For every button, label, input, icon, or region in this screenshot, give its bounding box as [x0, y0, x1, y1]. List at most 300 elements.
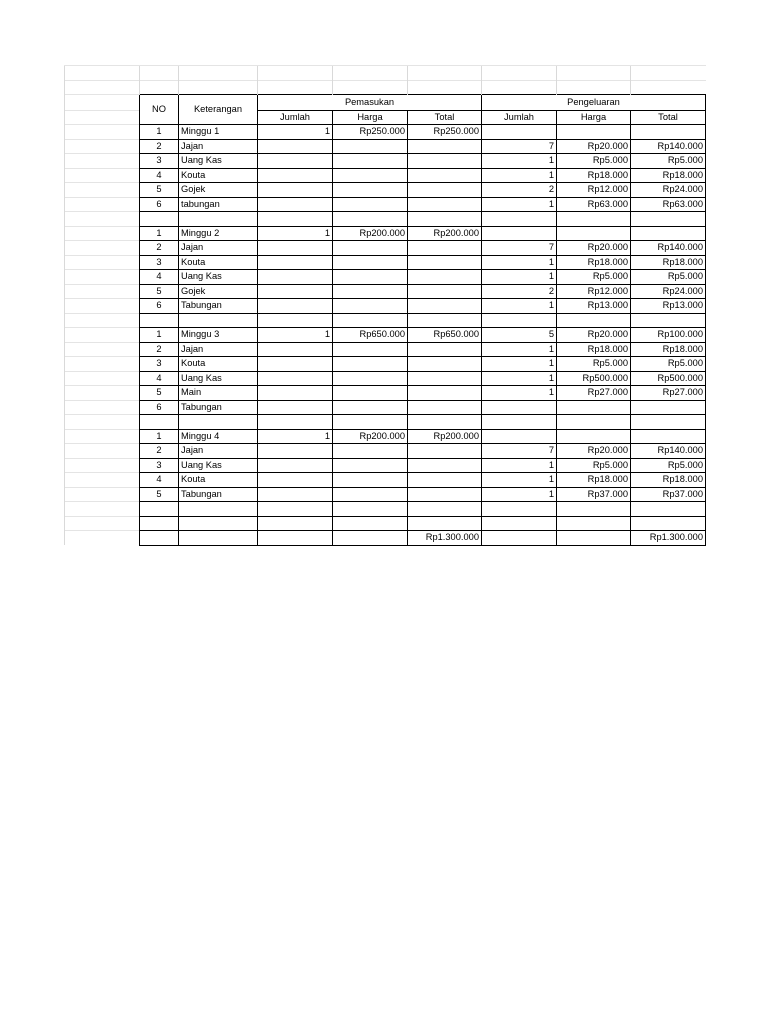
table-cell[interactable]	[408, 139, 482, 154]
table-cell[interactable]	[408, 386, 482, 401]
table-cell[interactable]	[333, 386, 408, 401]
table-row	[65, 313, 706, 328]
table-cell[interactable]: Rp140.000	[631, 139, 706, 154]
table-cell[interactable]	[333, 168, 408, 183]
table-cell[interactable]: Rp12.000	[557, 183, 631, 198]
table-cell[interactable]: Rp18.000	[557, 473, 631, 488]
table-cell[interactable]: 1	[482, 487, 557, 502]
table-cell[interactable]	[408, 415, 482, 430]
table-cell[interactable]: Rp13.000	[631, 299, 706, 314]
table-cell[interactable]	[258, 197, 333, 212]
table-cell[interactable]	[258, 487, 333, 502]
table-cell[interactable]: Rp5.000	[631, 154, 706, 169]
cell[interactable]	[258, 66, 333, 81]
table-cell[interactable]	[333, 212, 408, 227]
table-cell[interactable]	[258, 299, 333, 314]
table-cell[interactable]: Rp20.000	[557, 139, 631, 154]
table-cell[interactable]	[557, 212, 631, 227]
table-cell[interactable]: Rp20.000	[557, 444, 631, 459]
table-cell[interactable]	[333, 183, 408, 198]
table-cell[interactable]	[179, 212, 258, 227]
cell[interactable]	[65, 531, 140, 546]
cell[interactable]	[333, 80, 408, 95]
cell[interactable]	[631, 66, 706, 81]
table-cell[interactable]: 7	[482, 139, 557, 154]
header-no[interactable]: NO	[140, 95, 179, 125]
table-cell[interactable]	[557, 516, 631, 531]
table-cell[interactable]: Rp24.000	[631, 183, 706, 198]
cell[interactable]	[179, 80, 258, 95]
table-cell[interactable]	[631, 429, 706, 444]
header-pengeluaran[interactable]: Pengeluaran	[482, 95, 706, 111]
table-cell[interactable]: Rp27.000	[557, 386, 631, 401]
table-cell[interactable]: Rp18.000	[631, 473, 706, 488]
table-cell[interactable]: Rp500.000	[557, 371, 631, 386]
table-cell[interactable]: Gojek	[179, 284, 258, 299]
table-cell[interactable]: 7	[482, 241, 557, 256]
table-cell[interactable]	[258, 371, 333, 386]
cell[interactable]	[65, 313, 140, 328]
table-cell[interactable]	[333, 357, 408, 372]
table-cell[interactable]	[482, 212, 557, 227]
cell[interactable]	[65, 400, 140, 415]
table-cell[interactable]	[258, 516, 333, 531]
table-cell[interactable]: 1	[258, 125, 333, 140]
table-cell[interactable]	[408, 241, 482, 256]
table-cell[interactable]: Rp200.000	[333, 226, 408, 241]
table-cell[interactable]: 6	[140, 197, 179, 212]
cell[interactable]	[65, 284, 140, 299]
table-cell[interactable]	[258, 458, 333, 473]
cell[interactable]	[65, 270, 140, 285]
table-cell[interactable]: 1	[482, 357, 557, 372]
table-cell[interactable]	[333, 154, 408, 169]
table-cell[interactable]	[140, 415, 179, 430]
table-cell[interactable]: Gojek	[179, 183, 258, 198]
cell[interactable]	[557, 66, 631, 81]
cell[interactable]	[65, 415, 140, 430]
table-cell[interactable]	[333, 371, 408, 386]
table-cell[interactable]	[408, 516, 482, 531]
table-cell[interactable]: Rp12.000	[557, 284, 631, 299]
table-cell[interactable]: tabungan	[179, 197, 258, 212]
table-cell[interactable]	[557, 125, 631, 140]
table-cell[interactable]	[333, 473, 408, 488]
table-cell[interactable]	[258, 255, 333, 270]
table-cell[interactable]	[258, 386, 333, 401]
table-cell[interactable]: 1	[482, 197, 557, 212]
cell[interactable]	[65, 444, 140, 459]
table-cell[interactable]: Rp18.000	[631, 342, 706, 357]
table-cell[interactable]	[408, 197, 482, 212]
table-cell[interactable]	[557, 313, 631, 328]
table-cell[interactable]: 5	[140, 386, 179, 401]
table-cell[interactable]	[333, 502, 408, 517]
table-cell[interactable]	[482, 516, 557, 531]
table-cell[interactable]	[258, 139, 333, 154]
table-cell[interactable]: 5	[140, 183, 179, 198]
table-cell[interactable]: Rp24.000	[631, 284, 706, 299]
table-cell[interactable]	[258, 444, 333, 459]
cell[interactable]	[65, 371, 140, 386]
cell[interactable]	[258, 80, 333, 95]
header-pemasukan-total[interactable]: Total	[408, 110, 482, 125]
table-row	[65, 487, 706, 502]
table-cell[interactable]: Rp200.000	[333, 429, 408, 444]
table-cell[interactable]	[408, 154, 482, 169]
table-cell[interactable]	[482, 400, 557, 415]
table-cell[interactable]	[258, 154, 333, 169]
table-cell[interactable]: Uang Kas	[179, 154, 258, 169]
table-cell[interactable]: Rp140.000	[631, 444, 706, 459]
table-cell[interactable]	[557, 415, 631, 430]
table-cell[interactable]: Rp5.000	[631, 458, 706, 473]
table-cell[interactable]: Rp5.000	[557, 458, 631, 473]
table-cell[interactable]: Rp63.000	[557, 197, 631, 212]
table-cell[interactable]	[333, 284, 408, 299]
table-cell[interactable]: Rp100.000	[631, 328, 706, 343]
cell[interactable]	[65, 183, 140, 198]
table-cell[interactable]	[408, 212, 482, 227]
cell[interactable]	[65, 473, 140, 488]
table-cell[interactable]	[333, 487, 408, 502]
table-row	[65, 197, 706, 212]
table-cell[interactable]: Jajan	[179, 241, 258, 256]
table-cell[interactable]	[179, 531, 258, 546]
cell[interactable]	[65, 95, 140, 111]
table-cell[interactable]	[333, 241, 408, 256]
table-cell[interactable]: Rp650.000	[408, 328, 482, 343]
table-cell[interactable]	[179, 415, 258, 430]
table-cell[interactable]: 1	[482, 342, 557, 357]
table-row	[65, 139, 706, 154]
table-cell[interactable]: 1	[140, 429, 179, 444]
table-cell[interactable]	[333, 531, 408, 546]
cell[interactable]	[140, 80, 179, 95]
table-cell[interactable]: 2	[482, 183, 557, 198]
table-cell[interactable]: 3	[140, 255, 179, 270]
cell[interactable]	[408, 80, 482, 95]
table-cell[interactable]: 6	[140, 400, 179, 415]
table-cell[interactable]: Rp5.000	[631, 270, 706, 285]
table-cell[interactable]: Uang Kas	[179, 371, 258, 386]
table-cell[interactable]	[140, 502, 179, 517]
table-row	[65, 125, 706, 140]
table-cell[interactable]	[557, 226, 631, 241]
cell[interactable]	[65, 357, 140, 372]
table-cell[interactable]: Tabungan	[179, 487, 258, 502]
table-cell[interactable]: Rp1.300.000	[408, 531, 482, 546]
table-cell[interactable]: 2	[140, 342, 179, 357]
cell[interactable]	[65, 429, 140, 444]
table-cell[interactable]	[333, 400, 408, 415]
table-cell[interactable]	[258, 531, 333, 546]
table-cell[interactable]: Rp18.000	[631, 255, 706, 270]
table-cell[interactable]: Kouta	[179, 357, 258, 372]
table-cell[interactable]	[179, 313, 258, 328]
table-cell[interactable]	[482, 226, 557, 241]
table-cell[interactable]	[408, 313, 482, 328]
table-cell[interactable]	[631, 125, 706, 140]
cell[interactable]	[140, 66, 179, 81]
table-cell[interactable]	[333, 255, 408, 270]
cell[interactable]	[65, 110, 140, 125]
header-pengeluaran-total[interactable]: Total	[631, 110, 706, 125]
table-cell[interactable]	[179, 502, 258, 517]
table-cell[interactable]: 4	[140, 371, 179, 386]
table-cell[interactable]	[557, 531, 631, 546]
table-cell[interactable]: Minggu 2	[179, 226, 258, 241]
cell[interactable]	[65, 241, 140, 256]
table-cell[interactable]: Rp27.000	[631, 386, 706, 401]
table-cell[interactable]	[258, 212, 333, 227]
table-cell[interactable]	[482, 531, 557, 546]
cell[interactable]	[65, 80, 140, 95]
table-cell[interactable]: Rp37.000	[557, 487, 631, 502]
cell[interactable]	[65, 197, 140, 212]
table-cell[interactable]	[333, 444, 408, 459]
table-cell[interactable]	[482, 125, 557, 140]
cell[interactable]	[65, 487, 140, 502]
table-cell[interactable]: Rp18.000	[557, 342, 631, 357]
table-row	[65, 212, 706, 227]
header-pengeluaran-harga[interactable]: Harga	[557, 110, 631, 125]
table-cell[interactable]: Rp63.000	[631, 197, 706, 212]
table-cell[interactable]: Kouta	[179, 255, 258, 270]
table-cell[interactable]	[631, 502, 706, 517]
table-cell[interactable]: 1	[482, 255, 557, 270]
header-pemasukan[interactable]: Pemasukan	[258, 95, 482, 111]
table-cell[interactable]	[333, 299, 408, 314]
table-cell[interactable]	[631, 400, 706, 415]
cell[interactable]	[65, 502, 140, 517]
header-pengeluaran-jumlah[interactable]: Jumlah	[482, 110, 557, 125]
table-cell[interactable]	[408, 342, 482, 357]
cell[interactable]	[65, 328, 140, 343]
table-cell[interactable]	[140, 212, 179, 227]
table-cell[interactable]	[333, 342, 408, 357]
table-cell[interactable]	[631, 516, 706, 531]
table-cell[interactable]: 1	[482, 270, 557, 285]
table-cell[interactable]	[482, 502, 557, 517]
table-cell[interactable]: 1	[482, 299, 557, 314]
table-cell[interactable]: Rp20.000	[557, 241, 631, 256]
table-cell[interactable]	[258, 313, 333, 328]
header-pemasukan-harga[interactable]: Harga	[333, 110, 408, 125]
table-cell[interactable]: Minggu 3	[179, 328, 258, 343]
table-cell[interactable]	[258, 415, 333, 430]
table-cell[interactable]: 4	[140, 168, 179, 183]
table-cell[interactable]: Kouta	[179, 473, 258, 488]
table-cell[interactable]	[333, 139, 408, 154]
table-cell[interactable]	[408, 299, 482, 314]
table-cell[interactable]: 1	[482, 154, 557, 169]
table-cell[interactable]: Rp5.000	[557, 270, 631, 285]
cell[interactable]	[557, 80, 631, 95]
table-cell[interactable]: 4	[140, 473, 179, 488]
header-keterangan[interactable]: Keterangan	[179, 95, 258, 125]
table-cell[interactable]: 1	[482, 458, 557, 473]
table-cell[interactable]: 3	[140, 357, 179, 372]
table-cell[interactable]: Tabungan	[179, 400, 258, 415]
table-cell[interactable]: Tabungan	[179, 299, 258, 314]
table-cell[interactable]	[408, 284, 482, 299]
table-cell[interactable]: Rp5.000	[557, 357, 631, 372]
table-cell[interactable]: 5	[140, 284, 179, 299]
table-cell[interactable]: 1	[482, 371, 557, 386]
table-cell[interactable]	[258, 168, 333, 183]
table-cell[interactable]	[408, 357, 482, 372]
table-cell[interactable]	[258, 357, 333, 372]
cell[interactable]	[65, 386, 140, 401]
table-cell[interactable]: 3	[140, 458, 179, 473]
table-cell[interactable]: Uang Kas	[179, 270, 258, 285]
table-cell[interactable]	[631, 415, 706, 430]
table-cell[interactable]	[258, 284, 333, 299]
table-cell[interactable]: 1	[258, 429, 333, 444]
table-cell[interactable]: Rp18.000	[631, 168, 706, 183]
table-cell[interactable]	[408, 270, 482, 285]
table-cell[interactable]: Rp140.000	[631, 241, 706, 256]
cell[interactable]	[65, 168, 140, 183]
table-cell[interactable]	[140, 531, 179, 546]
table-cell[interactable]	[140, 516, 179, 531]
table-cell[interactable]: 3	[140, 154, 179, 169]
table-cell[interactable]	[408, 502, 482, 517]
table-cell[interactable]	[631, 226, 706, 241]
table-cell[interactable]: 1	[482, 473, 557, 488]
cell[interactable]	[631, 80, 706, 95]
table-cell[interactable]: 5	[140, 487, 179, 502]
table-cell[interactable]	[408, 487, 482, 502]
table-cell[interactable]: Rp650.000	[333, 328, 408, 343]
table-cell[interactable]: Rp5.000	[631, 357, 706, 372]
table-cell[interactable]	[408, 444, 482, 459]
table-row	[65, 357, 706, 372]
table-cell[interactable]: 2	[140, 241, 179, 256]
cell[interactable]	[408, 66, 482, 81]
cell[interactable]	[65, 342, 140, 357]
table-cell[interactable]	[258, 502, 333, 517]
table-cell[interactable]	[408, 255, 482, 270]
cell[interactable]	[333, 66, 408, 81]
table-cell[interactable]	[333, 415, 408, 430]
table-cell[interactable]: Main	[179, 386, 258, 401]
cell[interactable]	[65, 212, 140, 227]
table-cell[interactable]	[408, 473, 482, 488]
table-cell[interactable]: 1	[258, 226, 333, 241]
cell[interactable]	[65, 154, 140, 169]
table-cell[interactable]	[482, 429, 557, 444]
table-cell[interactable]: 5	[482, 328, 557, 343]
table-cell[interactable]: Rp250.000	[408, 125, 482, 140]
table-cell[interactable]	[557, 400, 631, 415]
table-cell[interactable]	[258, 473, 333, 488]
table-cell[interactable]	[408, 400, 482, 415]
table-cell[interactable]: 2	[140, 139, 179, 154]
table-cell[interactable]: Jajan	[179, 342, 258, 357]
cell[interactable]	[65, 66, 140, 81]
table-cell[interactable]	[140, 313, 179, 328]
table-cell[interactable]: Rp200.000	[408, 226, 482, 241]
table-cell[interactable]: Minggu 4	[179, 429, 258, 444]
table-cell[interactable]: 2	[140, 444, 179, 459]
table-cell[interactable]: 1	[140, 328, 179, 343]
table-cell[interactable]: 1	[140, 226, 179, 241]
table-cell[interactable]	[408, 183, 482, 198]
table-cell[interactable]: 6	[140, 299, 179, 314]
table-cell[interactable]: Rp13.000	[557, 299, 631, 314]
table-cell[interactable]	[408, 458, 482, 473]
cell[interactable]	[482, 66, 557, 81]
cell[interactable]	[65, 516, 140, 531]
table-cell[interactable]: Rp37.000	[631, 487, 706, 502]
cell[interactable]	[179, 66, 258, 81]
table-cell[interactable]: Rp1.300.000	[631, 531, 706, 546]
cell[interactable]	[482, 80, 557, 95]
header-pemasukan-jumlah[interactable]: Jumlah	[258, 110, 333, 125]
table-cell[interactable]: Rp20.000	[557, 328, 631, 343]
table-cell[interactable]: Rp250.000	[333, 125, 408, 140]
table-row	[65, 226, 706, 241]
table-cell[interactable]: 7	[482, 444, 557, 459]
table-cell[interactable]: Jajan	[179, 444, 258, 459]
table-cell[interactable]: 2	[482, 284, 557, 299]
table-cell[interactable]	[333, 516, 408, 531]
table-cell[interactable]: 1	[482, 386, 557, 401]
table-cell[interactable]	[631, 313, 706, 328]
table-cell[interactable]	[258, 183, 333, 198]
table-cell[interactable]: 1	[482, 168, 557, 183]
cell[interactable]	[65, 125, 140, 140]
table-row	[65, 516, 706, 531]
table-cell[interactable]	[258, 342, 333, 357]
cell[interactable]	[65, 139, 140, 154]
cell[interactable]	[65, 226, 140, 241]
cell[interactable]	[65, 255, 140, 270]
table-cell[interactable]: 1	[258, 328, 333, 343]
table-cell[interactable]: 4	[140, 270, 179, 285]
cell[interactable]	[65, 299, 140, 314]
table-cell[interactable]: Rp18.000	[557, 255, 631, 270]
table-cell[interactable]	[333, 197, 408, 212]
table-cell[interactable]	[557, 502, 631, 517]
table-cell[interactable]	[333, 458, 408, 473]
table-cell[interactable]	[482, 313, 557, 328]
table-cell[interactable]: Rp500.000	[631, 371, 706, 386]
table-cell[interactable]	[408, 168, 482, 183]
table-cell[interactable]: 1	[140, 125, 179, 140]
table-cell[interactable]	[258, 241, 333, 256]
table-cell[interactable]	[258, 270, 333, 285]
table-cell[interactable]	[333, 313, 408, 328]
table-cell[interactable]	[557, 429, 631, 444]
table-cell[interactable]	[631, 212, 706, 227]
table-cell[interactable]: Rp200.000	[408, 429, 482, 444]
table-cell[interactable]: Rp5.000	[557, 154, 631, 169]
table-cell[interactable]: Kouta	[179, 168, 258, 183]
table-cell[interactable]	[482, 415, 557, 430]
cell[interactable]	[65, 458, 140, 473]
table-cell[interactable]	[179, 516, 258, 531]
table-cell[interactable]: Jajan	[179, 139, 258, 154]
table-cell[interactable]: Rp18.000	[557, 168, 631, 183]
table-cell[interactable]	[333, 270, 408, 285]
table-cell[interactable]: Uang Kas	[179, 458, 258, 473]
table-cell[interactable]	[408, 371, 482, 386]
table-cell[interactable]	[258, 400, 333, 415]
table-cell[interactable]: Minggu 1	[179, 125, 258, 140]
